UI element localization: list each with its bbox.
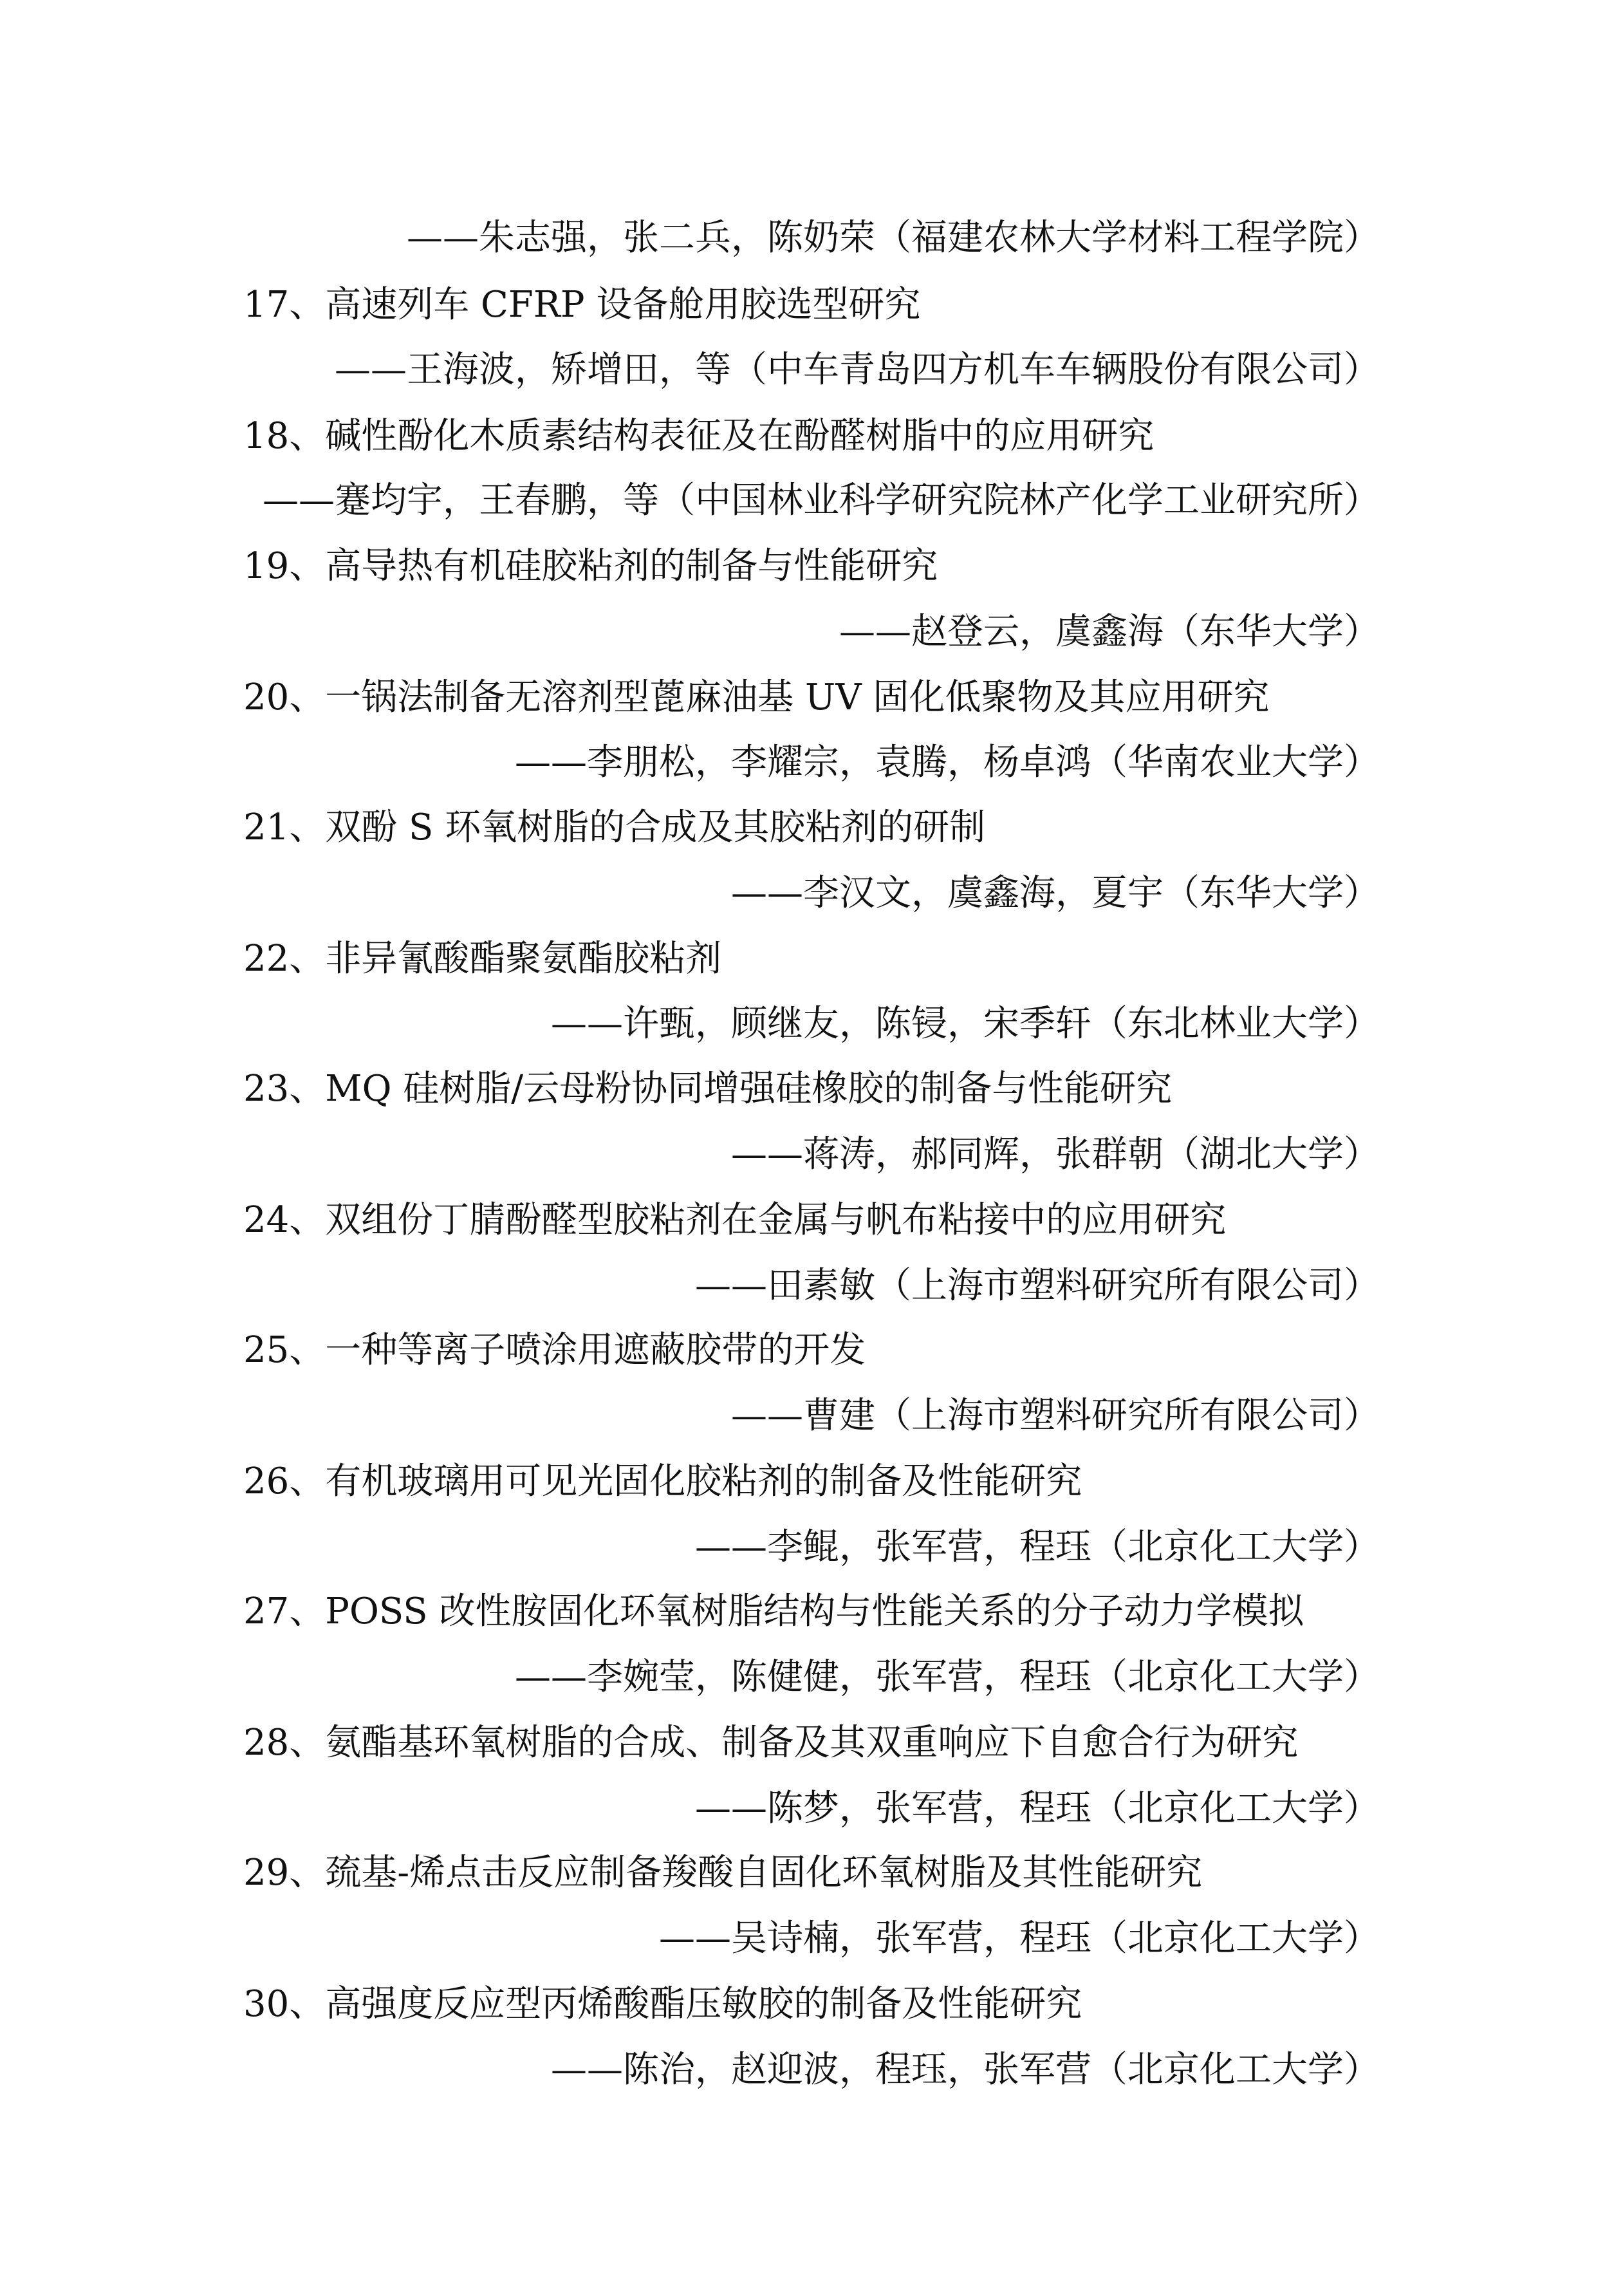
entry-26-authors: ——李鲲，张军营，程珏（北京化工大学） [695, 1526, 1380, 1568]
entry-17-authors: ——王海波，矫增田，等（中车青岛四方机车车辆股份有限公司） [335, 349, 1380, 391]
entry-25-authors: ——曹建（上海市塑料研究所有限公司） [731, 1395, 1380, 1437]
entry-27-title: 27、POSS 改性胺固化环氧树脂结构与性能关系的分子动力学模拟 [243, 1591, 1304, 1632]
entry-23-authors: ——蒋涛，郝同辉，张群朝（湖北大学） [731, 1134, 1380, 1175]
entry-28-authors: ——陈梦，张军营，程珏（北京化工大学） [695, 1787, 1380, 1829]
entry-23-title: 23、MQ 硅树脂/云母粉协同增强硅橡胶的制备与性能研究 [243, 1068, 1173, 1110]
entry-21-title: 21、双酚 S 环氧树脂的合成及其胶粘剂的研制 [243, 807, 986, 848]
entry-20-title: 20、一锅法制备无溶剂型蓖麻油基 UV 固化低聚物及其应用研究 [243, 677, 1270, 718]
entry-18-authors: ——蹇均宇，王春鹏，等（中国林业科学研究院林产化学工业研究所） [263, 480, 1380, 521]
entry-21-authors: ——李汉文，虞鑫海，夏宇（东华大学） [731, 872, 1380, 914]
entry-25-title: 25、一种等离子喷涂用遮蔽胶带的开发 [243, 1329, 866, 1371]
entry-20-authors: ——李朋松，李耀宗，袁腾，杨卓鸿（华南农业大学） [515, 742, 1380, 783]
entry-24-authors: ——田素敏（上海市塑料研究所有限公司） [695, 1265, 1380, 1307]
entry-27-authors: ——李婉莹，陈健健，张军营，程珏（北京化工大学） [515, 1656, 1380, 1698]
entry-19-authors: ——赵登云，虞鑫海（东华大学） [839, 611, 1380, 653]
entry-16-authors: ——朱志强，张二兵，陈奶荣（福建农林大学材料工程学院） [407, 217, 1380, 259]
entry-30-title: 30、高强度反应型丙烯酸酯压敏胶的制备及性能研究 [243, 1983, 1082, 2025]
entry-26-title: 26、有机玻璃用可见光固化胶粘剂的制备及性能研究 [243, 1461, 1082, 1502]
entry-24-title: 24、双组份丁腈酚醛型胶粘剂在金属与帆布粘接中的应用研究 [243, 1199, 1227, 1241]
entry-19-title: 19、高导热有机硅胶粘剂的制备与性能研究 [243, 545, 938, 587]
entry-18-title: 18、碱性酚化木质素结构表征及在酚醛树脂中的应用研究 [243, 415, 1155, 457]
entry-22-title: 22、非异氰酸酯聚氨酯胶粘剂 [243, 938, 722, 980]
entry-30-authors: ——陈治，赵迎波，程珏，张军营（北京化工大学） [551, 2049, 1380, 2091]
entry-22-authors: ——许甄，顾继友，陈锓，宋季轩（东北林业大学） [551, 1003, 1380, 1045]
entry-29-title: 29、巯基-烯点击反应制备羧酸自固化环氧树脂及其性能研究 [243, 1852, 1203, 1894]
entry-29-authors: ——吴诗楠，张军营，程珏（北京化工大学） [659, 1918, 1380, 1959]
entry-28-title: 28、氨酯基环氧树脂的合成、制备及其双重响应下自愈合行为研究 [243, 1722, 1299, 1764]
entry-17-title: 17、高速列车 CFRP 设备舱用胶选型研究 [243, 284, 921, 326]
